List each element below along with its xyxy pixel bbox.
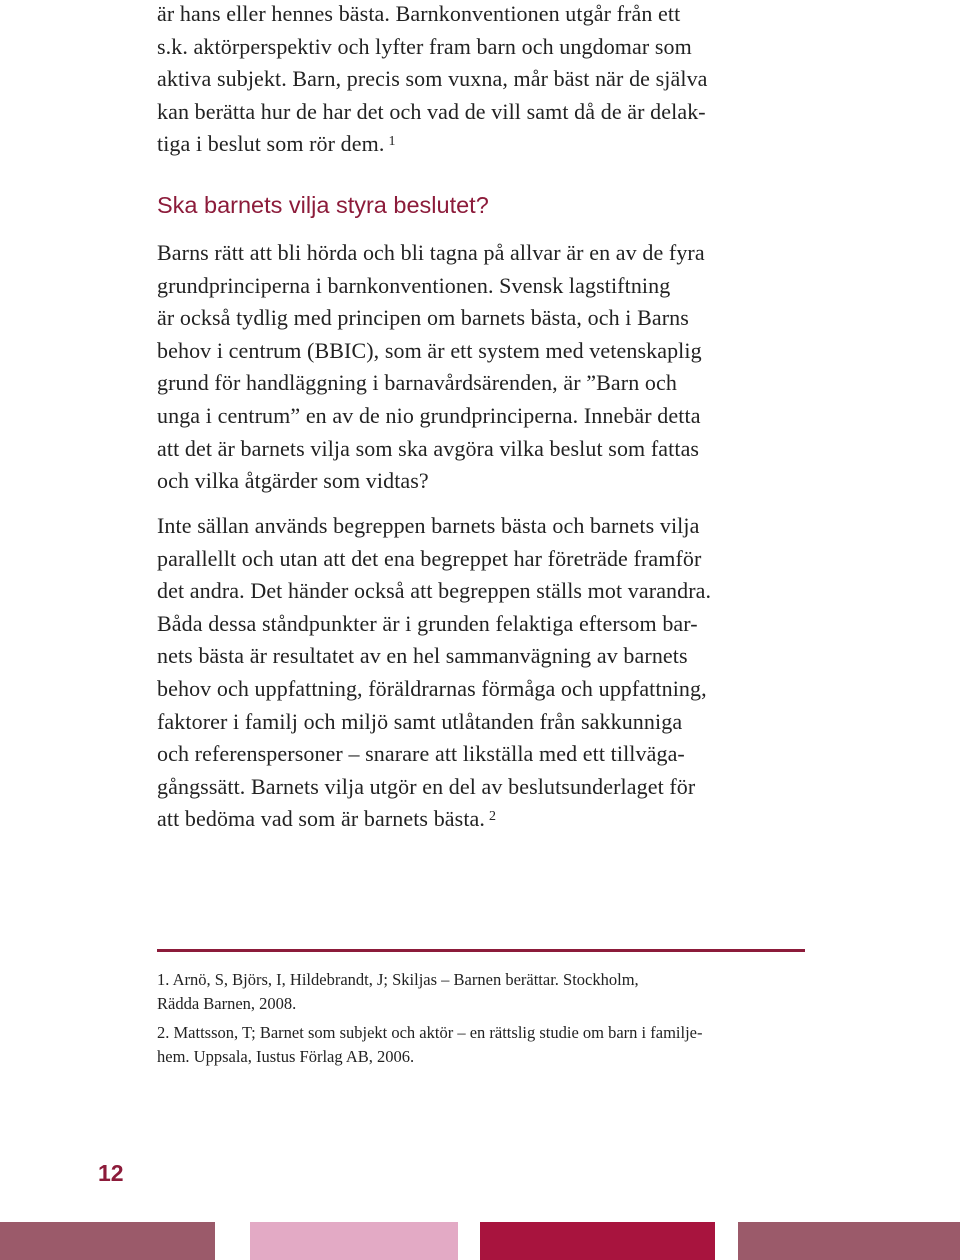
footnote-ref-2[interactable]: 2 [489, 809, 497, 825]
text-line: nets bästa är resultatet av en hel sammanvägning av barnets [157, 643, 688, 669]
footnote-2 [157, 1021, 807, 1068]
footnote-line: 1. Arnö, S, Björs, I, Hildebrandt, J; Skiljas – Barnen berättar. Stockholm, [157, 970, 639, 989]
footnote-line: 2. Mattsson, T; Barnet som subjekt och aktör – en rättslig studie om barn i familje- [157, 1023, 703, 1042]
text-line-content: tiga i beslut som rör dem. [157, 131, 385, 157]
text-line: är hans eller hennes bästa. Barnkonventionen utgår från ett [157, 1, 681, 26]
footnote-1 [157, 968, 807, 1015]
text-line: kan berätta hur de har det och vad de vill samt då de är delak- [157, 98, 706, 124]
text-line: aktiva subjekt. Barn, precis som vuxna, mår bäst när de själva [157, 66, 708, 92]
page-number: 12 [98, 1160, 124, 1186]
decorative-bar-4 [738, 1222, 960, 1260]
text-line: gångssätt. Barnets vilja utgör en del av beslutsunderlaget för [157, 773, 696, 799]
decorative-bar-3 [480, 1222, 715, 1260]
text-line: är också tydlig med principen om barnets bästa, och i Barns [157, 305, 689, 331]
body-paragraph-2 [157, 510, 807, 836]
footnote-ref-1[interactable]: 1 [388, 134, 396, 150]
footnote-divider [157, 949, 805, 952]
text-line: grund för handläggning i barnavårdsärenden, är ”Barn och [157, 370, 677, 396]
text-line [157, 128, 807, 161]
text-line: och referenspersoner – snarare att likställa med ett tillväga- [157, 741, 685, 767]
text-line: det andra. Det händer också att begreppen ställs mot varandra. [157, 578, 712, 604]
text-line: Båda dessa ståndpunkter är i grunden felaktiga eftersom bar- [157, 610, 698, 636]
text-line: behov och uppfattning, föräldrarnas förmåga och uppfattning, [157, 675, 707, 701]
text-line: grundprinciperna i barnkonventionen. Svensk lagstiftning [157, 272, 671, 298]
text-line: Inte sällan används begreppen barnets bästa och barnets vilja [157, 513, 700, 538]
text-line: parallellt och utan att det ena begreppet har företräde framför [157, 545, 702, 571]
text-line: att det är barnets vilja som ska avgöra vilka beslut som fattas [157, 435, 700, 461]
text-line [157, 803, 807, 836]
text-line: faktorer i familj och miljö samt utlåtanden från sakkunniga [157, 708, 683, 734]
footnotes [157, 968, 807, 1068]
section-heading: Ska barnets vilja styra beslutet? [157, 192, 489, 218]
text-line-content: att bedöma vad som är barnets bästa. [157, 806, 485, 832]
text-line: s.k. aktörperspektiv och lyfter fram barn och ungdomar som [157, 33, 692, 59]
intro-paragraph [157, 0, 807, 161]
text-line: behov i centrum (BBIC), som är ett system med vetenskaplig [157, 337, 702, 363]
body-paragraph-1 [157, 237, 807, 498]
decorative-bar-1 [0, 1222, 215, 1260]
footnote-line: hem. Uppsala, Iustus Förlag AB, 2006. [157, 1046, 415, 1066]
text-line: och vilka åtgärder som vidtas? [157, 468, 429, 494]
text-line: Barns rätt att bli hörda och bli tagna på allvar är en av de fyra [157, 240, 705, 265]
text-line: unga i centrum” en av de nio grundprinciperna. Innebär detta [157, 402, 701, 428]
decorative-bar-2 [250, 1222, 458, 1260]
footnote-line: Rädda Barnen, 2008. [157, 993, 297, 1013]
